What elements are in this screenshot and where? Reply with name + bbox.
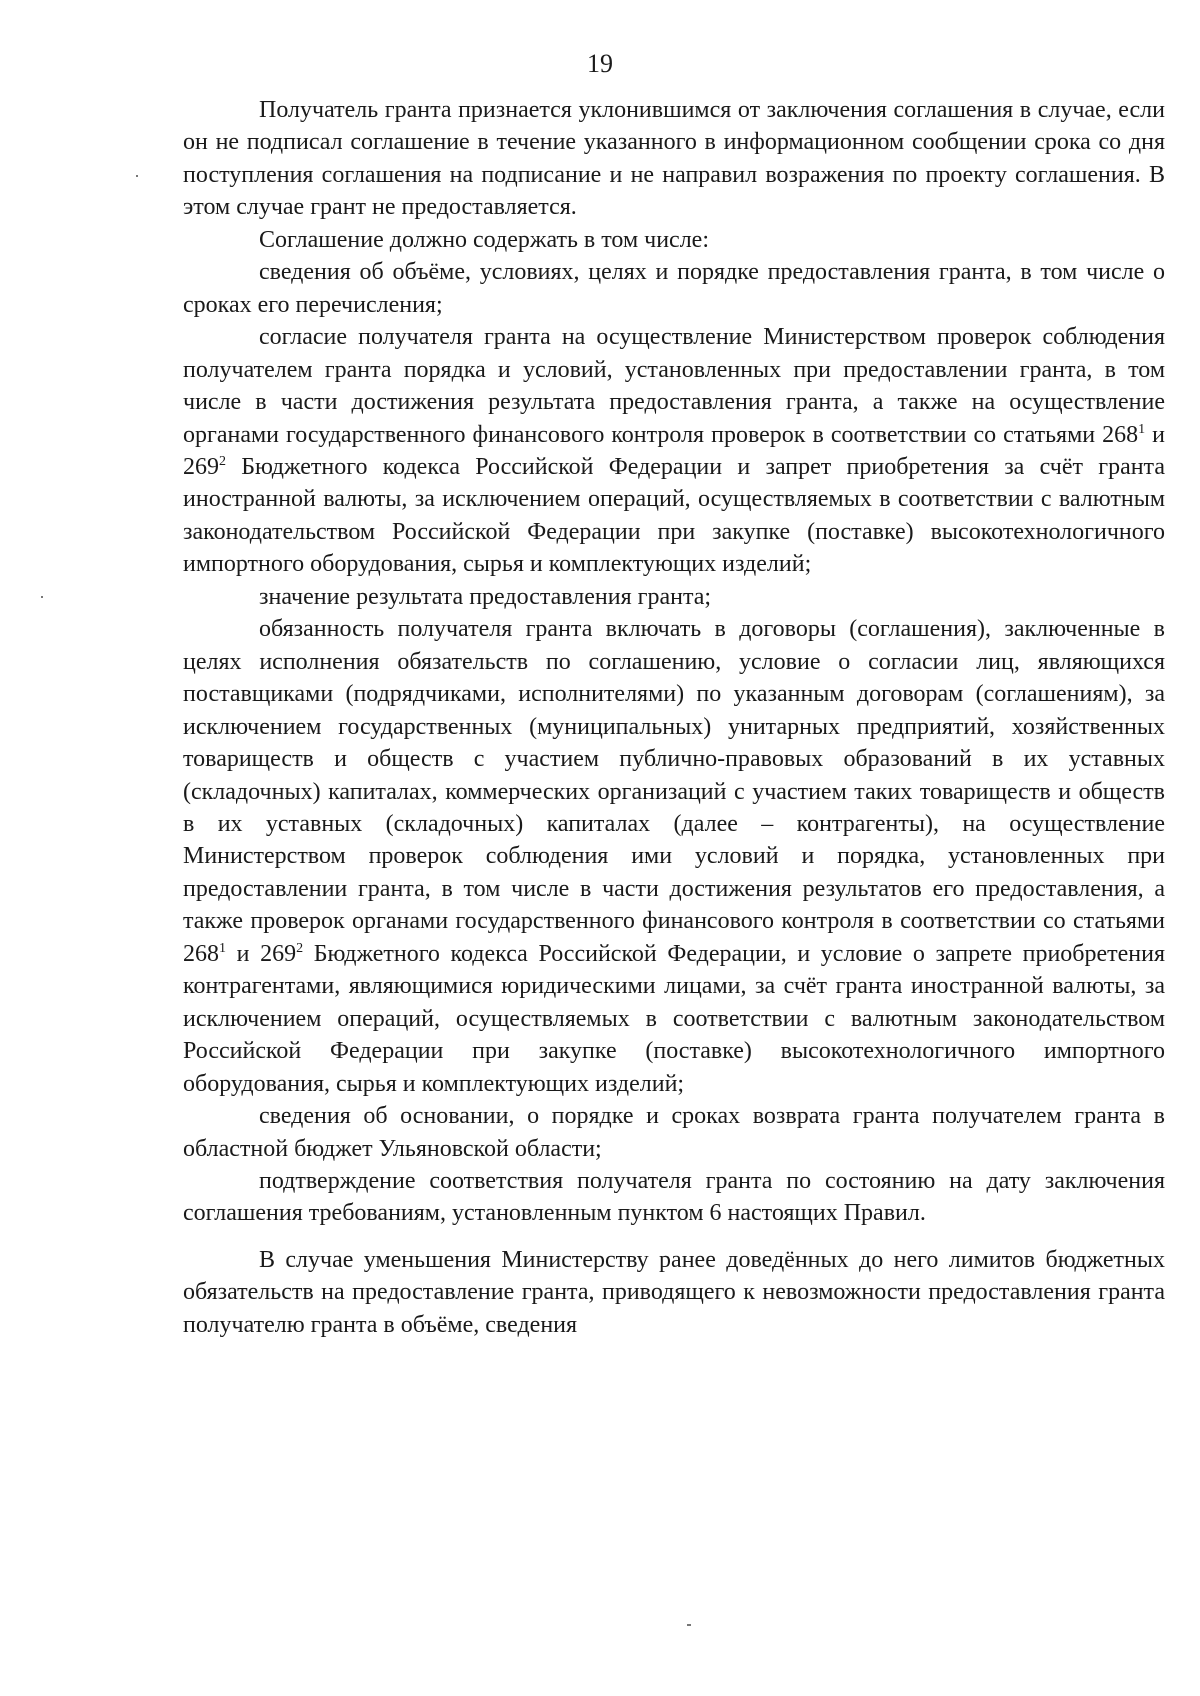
paragraph-text: Соглашение должно содержать в том числе: xyxy=(259,226,709,253)
paragraph-text: сведения об основании, о порядке и сроках возврата гранта получателем гранта в областной бюджет Ульяновской области; xyxy=(183,1103,1165,1162)
paragraph-text: подтверждение соответствия получателя гранта по состоянию на дату заключения соглашения требованиям, установленным пунктом 6 настоящих Правил. xyxy=(183,1167,1165,1227)
scan-speck xyxy=(687,1624,691,1626)
article-superscript: 2 xyxy=(296,940,304,956)
paragraph-recipient-consent xyxy=(183,321,1165,581)
paragraph-grant-refusal xyxy=(183,94,1165,224)
paragraph-text: Бюджетного кодекса Российской Федерации, и условие о запрете приобретения контрагентами, являющимися юридическими лицами, за счёт гранта иностранной валюты, за исключением операций, осуществляемых в соответствии с валютным законодательством Российской Федерации при закупке (поставке) высокотехнологичного импортного оборудования, сырья и комплектующих изделий; xyxy=(183,940,1166,1097)
paragraph-grant-details xyxy=(183,256,1165,321)
paragraph-text: обязанность получателя гранта включать в договоры (соглашения), заключенные в целях исполнения обязательств по соглашению, условие о согласии лиц, являющихся поставщиками (подрядчиками, исполнителями) по указанным договорам (соглашениям), за исключением государственных (муниципальных) унитарных предприятий, хозяйственных товариществ и обществ с участием публично-правовых образований в их уставных (складочных) капиталах, коммерческих организаций с участием таких товариществ и обществ в их уставных (складочных) капиталах (далее – контрагенты), на осуществление Министерством проверок соблюдения ими условий и порядка, установленных при предоставлении гранта, в том числе в части достижения результатов его предоставления, а также проверок органами государственного финансового контроля в соответствии со статьями 268 xyxy=(183,616,1165,967)
paragraph-budget-reduction xyxy=(183,1244,1165,1341)
paragraph-agreement-contents xyxy=(183,224,1165,256)
article-superscript: 2 xyxy=(219,453,226,469)
paragraph-text: Бюджетного кодекса Российской Федерации и запрет приобретения за счёт гранта иностранной валюты, за исключением операций, осуществляемых в соответствии с валютным законодательством Российской Федерации при закупке (поставке) высокотехнологичного импортного оборудования, сырья и комплектующих изделий; xyxy=(183,453,1165,578)
article-superscript: 1 xyxy=(1138,421,1146,437)
paragraph-text: значение результата предоставления гранта; xyxy=(259,583,712,610)
scan-speck xyxy=(41,596,43,598)
paragraph-grant-return xyxy=(183,1100,1165,1165)
paragraph-compliance-confirmation xyxy=(183,1165,1165,1230)
paragraph-text: сведения об объёме, условиях, целях и порядке предоставления гранта, в том числе о сроках его перечисления; xyxy=(183,259,1165,318)
paragraph-text: В случае уменьшения Министерству ранее доведённых до него лимитов бюджетных обязательств на предоставление гранта, приводящего к невозможности предоставления гранта получателю гранта в объёме, сведения xyxy=(183,1246,1165,1338)
article-superscript: 1 xyxy=(219,940,226,956)
scan-speck xyxy=(136,175,138,177)
paragraph-text: и 269 xyxy=(183,421,1166,480)
page-number: 19 xyxy=(587,49,613,78)
paragraph-text: согласие получателя гранта на осуществление Министерством проверок соблюдения получателем гранта порядка и условий, установленных при предоставлении гранта, в том числе в части достижения результата предоставления гранта, а также на осуществление органами государственного финансового контроля проверок в соответствии со статьями 268 xyxy=(183,324,1165,448)
paragraph-text: и 269 xyxy=(226,940,297,967)
document-body xyxy=(183,94,1165,1341)
paragraph-contractor-obligation xyxy=(183,613,1165,1100)
paragraph-text: Получатель гранта признается уклонившимся от заключения соглашения в случае, если он не подписал соглашение в течение указанного в информационном сообщении срока со дня поступления соглашения на подписание и не направил возражения по проекту соглашения. В этом случае грант не предоставляется. xyxy=(183,97,1165,221)
paragraph-result-value xyxy=(183,581,1165,613)
